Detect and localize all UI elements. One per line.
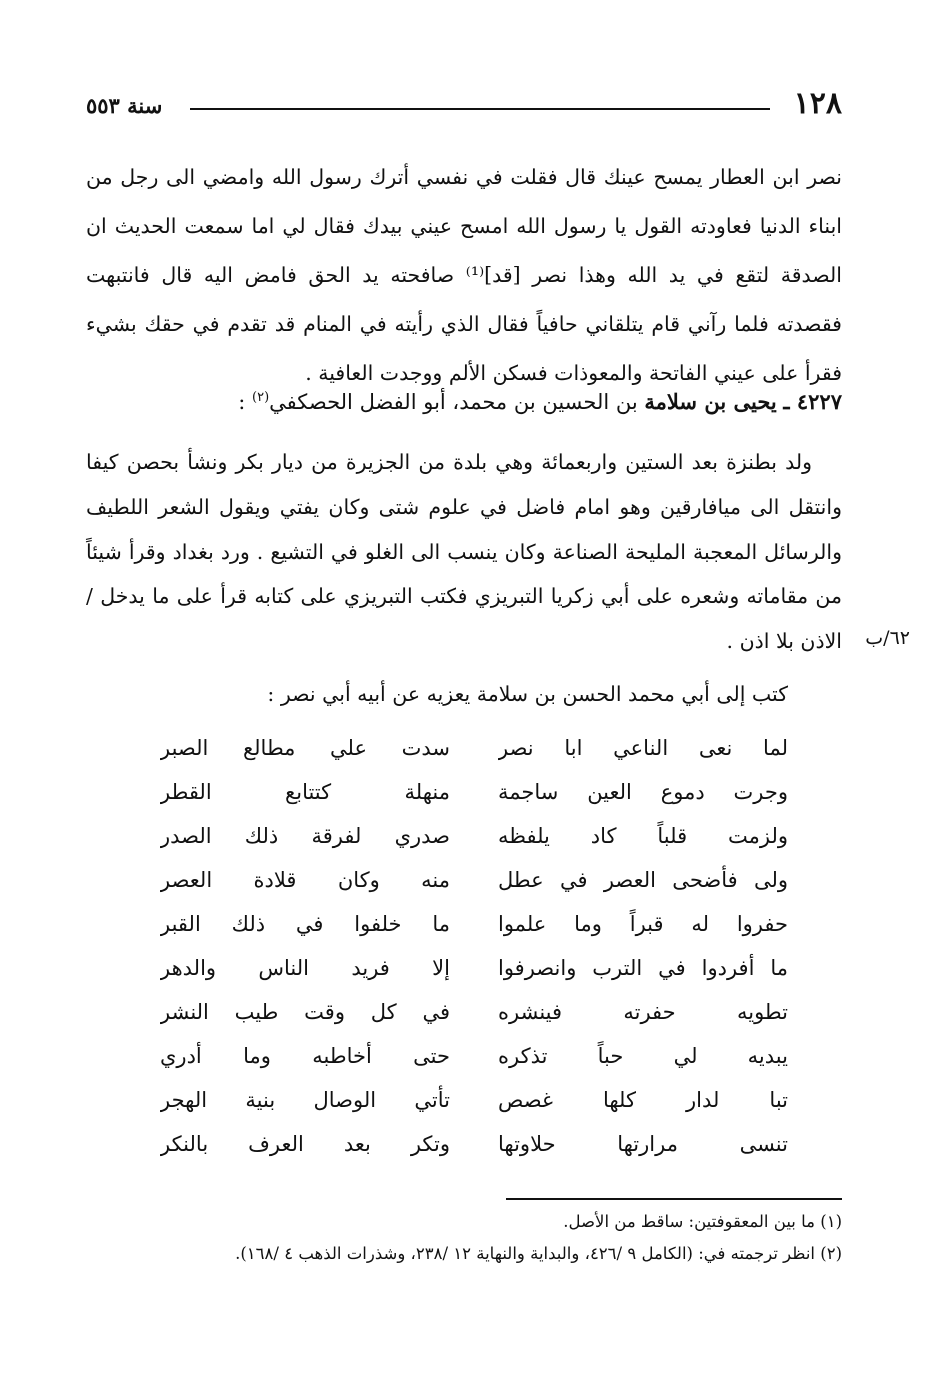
verse-second-hemistich: منهلة كتتابع القطر — [160, 780, 450, 804]
verse-first-hemistich: ما أفردوا في الترب وانصرفوا — [498, 956, 788, 980]
running-header — [86, 88, 842, 128]
poem-verse — [160, 1036, 788, 1080]
footnote-2: (٢) انظر ترجمته في: (الكامل ٩ /٤٢٦، والبداية والنهاية ١٢ /٢٣٨، وشذرات الذهب ٤ /١٦٨). — [235, 1244, 842, 1263]
paragraph-continuation: نصر ابن العطار يمسح عينك قال فقلت في نفسي أترك رسول الله وامضي الى رجل من ابناء الدنيا فعاودته القول يا رسول الله امسح عيني بيدك فقال لي اما سمعت الحديث ان الصدقة لتقع في يد الله وهذا نصر [قد]⁽¹⁾ صافحته يد الحق فامض اليه قال فانتبهت فقصدته فلما رآني قام يتلقاني حافياً فقال الذي رأيته في المنام قد تقدم في حقك بشيء فقرأ على عيني الفاتحة والمعوذات فسكن الألم ووجدت العافية . — [86, 165, 842, 385]
footnote-separator — [506, 1198, 842, 1200]
footnote-1: (١) ما بين المعقوفتين: ساقط من الأصل. — [563, 1212, 842, 1231]
poem-verse — [160, 728, 788, 772]
poem-verse — [160, 948, 788, 992]
entry-colon: : — [238, 390, 253, 414]
verse-first-hemistich: حفروا له قبراً وما علموا — [498, 912, 788, 936]
page-number: ١٢٨ — [793, 86, 842, 121]
header-rule — [190, 108, 770, 110]
poem-verse — [160, 860, 788, 904]
verse-first-hemistich: لما نعى الناعي ابا نصر — [498, 736, 788, 760]
entry-name: يحيى بن سلامة — [644, 389, 777, 414]
verse-second-hemistich: صدري لفرقة ذلك الصدر — [160, 824, 450, 848]
verse-second-hemistich: تأتي الوصال بنية الهجر — [160, 1088, 450, 1112]
poem-verse — [160, 1124, 788, 1168]
verse-second-hemistich: إلا فريد الناس والدهر — [160, 956, 450, 980]
poem-verse — [160, 992, 788, 1036]
year-label: سنة ٥٥٣ — [86, 93, 163, 118]
biography-entry-heading — [86, 382, 842, 422]
verse-first-hemistich: يبديه لي حباً تذكره — [498, 1044, 788, 1068]
verse-second-hemistich: في كل وقت طيب النشر — [160, 1000, 450, 1024]
verse-first-hemistich: وجرت دموع العين ساجمة — [498, 780, 788, 804]
poem-verse — [160, 772, 788, 816]
poem-verse — [160, 904, 788, 948]
manuscript-folio-ref: ٦٢/ب — [865, 627, 910, 649]
biography-paragraph: ولد بطنزة بعد الستين واربعمائة وهي بلدة من الجزيرة من ديار بكر ونشأ بحصن كيفا وانتقل الى ميافارقين وهو امام فاضل في علوم شتى وكان يفتي ويقول الشعر اللطيف والرسائل المعجبة المليحة الصناعة وكان ينسب الى الغلو في التشيع . ورد بغداد وقرأ شيئاً من مقاماته وشعره على أبي زكريا التبريزي فكتب التبريزي على كتابه قرأ على ما يدخل / الاذن بلا اذن . — [86, 450, 842, 654]
entry-number: ٤٢٢٧ ـ — [783, 389, 842, 414]
verse-second-hemistich: سدت علي مطالع الصبر — [160, 736, 450, 760]
poem-verse — [160, 1080, 788, 1124]
verse-first-hemistich: تنسى مرارتها حلاوتها — [498, 1132, 788, 1156]
verse-second-hemistich: ما خلفوا في ذلك القبر — [160, 912, 450, 936]
poem-introduction: كتب إلى أبي محمد الحسن بن سلامة يعزيه عن أبيه أبي نصر : — [267, 682, 788, 706]
footnotes — [86, 1206, 842, 1270]
verse-second-hemistich: وتكر بعد العرف بالنكر — [160, 1132, 450, 1156]
verse-first-hemistich: تبا لدار كلها غصص — [498, 1088, 788, 1112]
verse-second-hemistich: منه وكان قلادة العصر — [160, 868, 450, 892]
footnote-ref: (٢) — [252, 390, 270, 405]
verse-first-hemistich: ولى فأضحى العصر في عطل — [498, 868, 788, 892]
poem — [160, 728, 788, 1168]
verse-first-hemistich: ولزمت قلباً كاد يلفظه — [498, 824, 788, 848]
entry-lineage: بن الحسين بن محمد، أبو الفضل الحصكفي — [269, 390, 638, 414]
verse-first-hemistich: تطويه حفرته فينشره — [498, 1000, 788, 1024]
verse-second-hemistich: حتى أخاطبه وما أدري — [160, 1044, 450, 1068]
poem-verse — [160, 816, 788, 860]
